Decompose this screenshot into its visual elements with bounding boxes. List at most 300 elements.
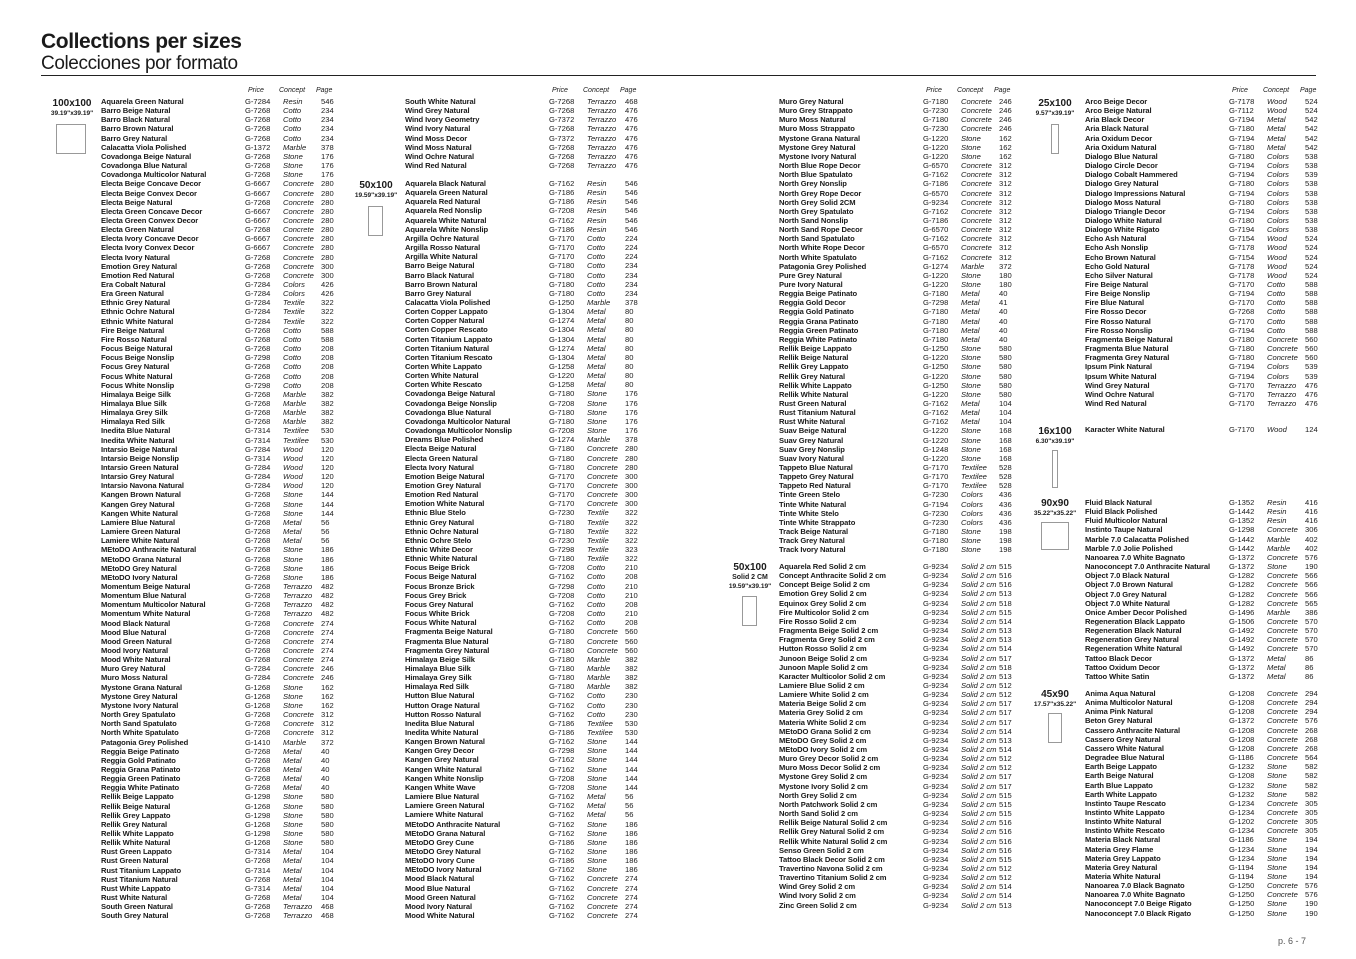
page-ref: 476	[625, 115, 638, 125]
page-ref: 323	[625, 545, 638, 554]
table-row	[101, 811, 341, 820]
product-name: Lamiere Blue Natural	[101, 517, 175, 527]
concept: Concrete	[283, 261, 314, 271]
table-row	[779, 436, 1019, 445]
price-code: G-7268	[245, 746, 271, 756]
price-code: G-7162	[549, 179, 575, 188]
concept: Stone	[961, 362, 981, 372]
table-row	[1085, 362, 1325, 371]
table-row	[101, 856, 341, 865]
price-code: G-1304	[549, 307, 575, 317]
product-name: North Sand Solid 2 cm	[779, 809, 858, 819]
product-name: Muro Grey Natural	[101, 664, 166, 674]
price-code: G-9234	[923, 644, 949, 654]
table-row	[779, 454, 1019, 463]
table-row	[405, 179, 645, 188]
page-ref: 576	[1305, 881, 1318, 891]
page-ref: 280	[625, 462, 638, 472]
product-name: Fire Rosso Decor	[1085, 307, 1147, 317]
product-name: Intarsio Navona Natural	[101, 481, 184, 491]
concept: Wood	[1267, 270, 1287, 280]
page-ref: 180	[999, 280, 1012, 289]
product-name: Inedita Blue Natural	[405, 718, 475, 728]
price-code: G-7162	[549, 572, 575, 582]
table-row	[101, 115, 341, 124]
product-name: South Grey Natural	[101, 911, 169, 921]
table-row	[1085, 207, 1325, 216]
size-swatch-25x100	[1051, 124, 1059, 154]
page-ref: 194	[1305, 835, 1318, 845]
product-name: Rust Green Natural	[779, 398, 847, 408]
table-row	[779, 727, 1019, 736]
product-name: Kangen White Nonslip	[405, 773, 484, 783]
product-name: MEtoDO Anthracite Natural	[405, 819, 501, 829]
table-row	[405, 801, 645, 810]
price-code: G-7180	[1229, 124, 1255, 134]
price-code: G-7268	[245, 719, 271, 729]
price-code: G-7186	[549, 728, 575, 737]
page-ref: 224	[625, 243, 638, 253]
product-name: Kangen Brown Natural	[405, 737, 485, 747]
concept: Metal	[1267, 115, 1286, 125]
page-ref: 186	[625, 819, 638, 829]
table-row	[779, 901, 1019, 910]
page-ref: 234	[625, 270, 638, 280]
page-ref: 190	[1305, 899, 1318, 909]
page-ref: 580	[321, 829, 334, 838]
concept: Concrete	[587, 636, 618, 646]
product-name: Hutton Rosso Natural	[405, 709, 482, 719]
table-row	[1085, 744, 1325, 753]
price-code: G-7194	[1229, 362, 1255, 372]
product-name: Wind Grey Solid 2 cm	[779, 882, 855, 892]
price-code: G-7268	[245, 563, 271, 573]
product-name: Mystone Ivory Natural	[101, 700, 179, 710]
concept: Colors	[1267, 188, 1289, 198]
page-ref: 570	[1305, 635, 1318, 645]
concept: Concrete	[961, 170, 992, 180]
price-code: G-7268	[245, 362, 271, 372]
concept: Metal	[283, 874, 302, 884]
price-code: G-7194	[1229, 161, 1255, 171]
table-row	[1085, 635, 1325, 644]
product-name: Arco Beige Decor	[1085, 97, 1148, 106]
page-ref: 186	[321, 563, 334, 573]
table-row	[1085, 106, 1325, 115]
page-ref: 560	[625, 627, 638, 637]
price-code: G-7284	[245, 316, 271, 326]
page-ref: 208	[321, 362, 334, 372]
table-row	[101, 738, 341, 747]
size-swatch-100x100	[56, 124, 86, 154]
price-code: G-7162	[549, 755, 575, 765]
price-code: G-7372	[549, 115, 575, 125]
product-name: North White Spatulato	[101, 728, 179, 738]
concept: Textilee	[961, 481, 987, 491]
price-code: G-7268	[245, 728, 271, 738]
concept: Solid 2 cm	[961, 571, 997, 581]
page-ref: 294	[1305, 698, 1318, 708]
product-name: Corten White Rescato	[405, 380, 482, 390]
table-row	[779, 124, 1019, 133]
concept: Solid 2 cm	[961, 754, 997, 764]
page-ref: 176	[321, 161, 334, 171]
page-ref: 40	[999, 325, 1008, 335]
concept: Solid 2 cm	[961, 845, 997, 855]
price-code: G-7170	[1229, 389, 1255, 399]
size-label-45x90: 45x90 17.57"x35.22"	[1033, 689, 1077, 708]
product-name: Electa Green Convex Decor	[101, 215, 199, 225]
column-header-3: Price Concept Page	[926, 87, 1011, 94]
price-code: G-7162	[549, 865, 575, 875]
table-row	[405, 783, 645, 792]
price-code: G-9234	[923, 790, 949, 800]
product-name: Tappeto Grey Natural	[779, 472, 854, 482]
product-name: Himalaya Blue Silk	[405, 663, 471, 673]
price-code: G-9234	[923, 662, 949, 672]
table-row	[101, 317, 341, 326]
concept: Metal	[283, 847, 302, 857]
table-row	[405, 344, 645, 353]
page-ref: 542	[1305, 133, 1318, 143]
table-row	[405, 435, 645, 444]
page-ref: 210	[625, 563, 638, 573]
table-row	[779, 754, 1019, 763]
price-code: G-7162	[549, 764, 575, 774]
table-row	[1085, 335, 1325, 344]
price-code: G-7268	[549, 124, 575, 134]
price-code: G-1234	[1229, 826, 1255, 836]
page-ref: 162	[999, 133, 1012, 143]
product-name: Lamiere Blue Natural	[405, 792, 479, 802]
page-ref: 382	[321, 408, 334, 418]
page-ref: 426	[321, 280, 334, 289]
concept: Terrazzo	[283, 591, 313, 601]
product-name: Mood Blue Natural	[101, 627, 167, 637]
table-row	[779, 97, 1019, 106]
table-row	[101, 847, 341, 856]
price-code: G-1298	[245, 810, 271, 820]
product-name: Rellik White Lappato	[101, 829, 174, 838]
product-name: Fragmenta Beige Natural	[1085, 334, 1173, 344]
concept: Solid 2 cm	[961, 873, 997, 883]
page-ref: 80	[625, 343, 634, 353]
product-name: Dialogo Impressions Natural	[1085, 188, 1186, 198]
concept: Stone	[283, 792, 303, 802]
table-row	[1085, 161, 1325, 170]
concept: Stone	[587, 865, 607, 875]
price-code: G-9234	[923, 882, 949, 892]
table-row	[1085, 189, 1325, 198]
concept: Concrete	[283, 664, 314, 674]
concept: Concrete	[283, 646, 314, 655]
product-name: Travertino Titanium Solid 2 cm	[779, 873, 887, 883]
product-name: Wind Moss Natural	[405, 142, 472, 152]
page-ref: 40	[321, 783, 330, 793]
price-code: G-1220	[923, 142, 949, 152]
table-row	[405, 884, 645, 893]
price-code: G-9234	[923, 781, 949, 791]
page-ref: 176	[625, 389, 638, 399]
page-ref: 322	[321, 316, 334, 326]
product-name: Kangen Grey Natural	[405, 755, 479, 765]
product-name: MEtoDO Ivory Natural	[405, 865, 482, 875]
table-row	[101, 536, 341, 545]
product-name: Degradee Blue Natural	[1085, 753, 1165, 763]
table-row	[1085, 672, 1325, 681]
table-row	[1085, 590, 1325, 599]
price-code: G-7162	[549, 874, 575, 884]
table-row	[779, 681, 1019, 690]
column-header-1: Price Concept Page	[248, 87, 333, 94]
concept: Stone	[1267, 780, 1287, 790]
table-row	[405, 902, 645, 911]
table-50x100-solid	[779, 562, 1019, 910]
concept: Metal	[587, 801, 606, 811]
page-ref: 274	[625, 911, 638, 920]
price-code: G-9234	[923, 616, 949, 626]
table-row	[779, 362, 1019, 371]
page-ref: 224	[625, 252, 638, 262]
page-ref: 538	[1305, 188, 1318, 198]
product-name: Rellik Grey Natural	[779, 371, 846, 381]
product-name: Electa Beige Convex Decor	[101, 188, 197, 198]
table-row	[101, 390, 341, 399]
product-name: Mystone Ivory Natural	[779, 151, 857, 161]
page-ref: 104	[999, 417, 1012, 427]
page-ref: 576	[1305, 890, 1318, 900]
page-ref: 580	[999, 344, 1012, 354]
concept: Solid 2 cm	[961, 854, 997, 864]
concept: Stone	[283, 700, 303, 710]
product-name: Muro Moss Natural	[101, 673, 168, 683]
page-ref: 580	[999, 371, 1012, 381]
product-name: Kangen Brown Natural	[101, 490, 181, 500]
price-code: G-7268	[245, 334, 271, 344]
price-code: G-7268	[245, 655, 271, 665]
concept: Resin	[283, 97, 303, 106]
product-name: Nanoarea 7.0 White Bagnato	[1085, 890, 1185, 900]
product-name: Instinto Taupe Natural	[1085, 525, 1163, 535]
table-50x100-cont	[779, 97, 1019, 555]
table-row	[101, 792, 341, 801]
product-name: Echo Silver Natural	[1085, 270, 1153, 280]
concept: Concrete	[587, 627, 618, 637]
product-name: Patagonia Grey Polished	[101, 737, 189, 747]
table-row	[101, 97, 341, 106]
price-code: G-9234	[923, 580, 949, 590]
table-row	[1085, 899, 1325, 908]
concept: Concrete	[961, 188, 992, 198]
table-row	[779, 170, 1019, 179]
table-row	[1085, 689, 1325, 698]
price-code: G-1442	[1229, 543, 1255, 553]
page-ref: 582	[1305, 789, 1318, 799]
product-name: Barro Grey Natural	[101, 133, 168, 143]
page-ref: 513	[999, 735, 1012, 745]
price-code: G-1268	[245, 682, 271, 692]
product-name: Rellik Beige Natural	[101, 801, 171, 811]
concept: Concrete	[1267, 689, 1298, 698]
concept: Concrete	[961, 179, 992, 189]
product-name: Focus Grey Natural	[405, 599, 474, 609]
price-code: G-7268	[245, 371, 271, 381]
price-code: G-1250	[923, 362, 949, 372]
price-code: G-9234	[923, 818, 949, 828]
product-name: Calacatta Viola Polished	[405, 297, 491, 307]
product-name: Materia White Solid 2 cm	[779, 717, 867, 727]
product-name: Suav Grey Natural	[779, 435, 844, 445]
product-name: Tinte White Stelo	[779, 508, 839, 518]
product-name: Emotion Grey Natural	[405, 480, 482, 490]
table-row	[1085, 134, 1325, 143]
page-ref: 280	[625, 444, 638, 454]
table-row	[779, 207, 1019, 216]
price-code: G-7268	[245, 398, 271, 408]
page-ref: 194	[1305, 844, 1318, 854]
page-ref: 300	[625, 490, 638, 500]
page-ref: 234	[321, 115, 334, 125]
table-row	[779, 509, 1019, 518]
product-name: Emotion Grey Solid 2 cm	[779, 589, 867, 599]
page-ref: 234	[625, 261, 638, 271]
product-name: Corten White Natural	[405, 371, 479, 381]
price-code: G-7268	[245, 389, 271, 399]
concept: Resin	[587, 215, 607, 225]
price-code: G-7162	[549, 599, 575, 609]
page-ref: 512	[999, 680, 1012, 690]
concept: Stone	[587, 773, 607, 783]
price-code: G-7268	[549, 106, 575, 116]
product-name: Inedita Blue Natural	[101, 426, 171, 436]
price-code: G-6570	[923, 161, 949, 171]
table-row	[405, 637, 645, 646]
concept: Stone	[961, 453, 981, 463]
product-name: Hutton Rosso Solid 2 cm	[779, 644, 867, 654]
page-ref: 538	[1305, 151, 1318, 161]
concept: Concrete	[961, 124, 992, 134]
concept: Resin	[1267, 516, 1287, 526]
product-name: Intarsio Beige Natural	[101, 444, 178, 454]
page-ref: 580	[999, 389, 1012, 399]
concept: Concrete	[961, 97, 992, 106]
product-name: South Green Natural	[101, 902, 173, 912]
page-ref: 517	[999, 699, 1012, 709]
product-name: MEtoDO Grey Solid 2 cm	[779, 735, 867, 745]
table-row	[405, 115, 645, 124]
page-ref: 382	[625, 682, 638, 692]
page-ref: 372	[321, 737, 334, 747]
concept: Metal	[283, 883, 302, 893]
page-ref: 280	[321, 197, 334, 207]
product-name: Nanoconcept 7.0 Beige Rigato	[1085, 899, 1192, 909]
product-name: Tappeto Blue Natural	[779, 463, 853, 472]
price-code: G-1492	[1229, 644, 1255, 654]
table-row	[779, 855, 1019, 864]
page-ref: 194	[1305, 872, 1318, 881]
table-row	[405, 335, 645, 344]
table-row	[1085, 626, 1325, 635]
concept: Concrete	[1267, 616, 1298, 626]
product-name: Fire Rosso Nonslip	[1085, 325, 1153, 335]
page-ref: 312	[999, 243, 1012, 253]
size-label-100x100: 100x100 39.19"x39.19"	[50, 98, 94, 117]
table-row	[779, 445, 1019, 454]
page-ref: 186	[625, 837, 638, 847]
product-name: Concept Beige Solid 2 cm	[779, 580, 870, 590]
concept: Stone	[1267, 835, 1287, 845]
price-code: G-7180	[1229, 142, 1255, 152]
price-code: G-1220	[923, 151, 949, 161]
concept: Stone	[961, 389, 981, 399]
page-ref: 40	[999, 307, 1008, 317]
table-50x100	[405, 179, 645, 920]
product-name: Electa Ivory Concave Decor	[101, 234, 199, 244]
page-ref: 524	[1305, 261, 1318, 271]
table-row	[405, 490, 645, 499]
page-ref: 580	[321, 819, 334, 829]
product-name: Ethnic Ochre Natural	[101, 307, 175, 317]
page-ref: 570	[1305, 644, 1318, 654]
table-row	[405, 481, 645, 490]
price-code: G-7268	[245, 408, 271, 418]
concept: Colors	[283, 289, 305, 299]
page-ref: 168	[999, 453, 1012, 463]
page-ref: 524	[1305, 243, 1318, 253]
table-row	[405, 280, 645, 289]
table-16x100	[1085, 425, 1325, 434]
price-code: G-7170	[549, 490, 575, 500]
page-ref: 186	[625, 828, 638, 838]
price-code: G-7268	[245, 609, 271, 619]
price-code: G-1372	[1229, 671, 1255, 681]
table-row	[779, 500, 1019, 509]
page-ref: 234	[321, 133, 334, 143]
concept: Metal	[283, 783, 302, 793]
concept: Concrete	[587, 471, 618, 481]
concept: Solid 2 cm	[961, 836, 997, 846]
page-ref: 104	[321, 856, 334, 866]
product-name: Materia Grey Solid 2 cm	[779, 708, 863, 718]
table-row	[1085, 808, 1325, 817]
price-code: G-9234	[923, 836, 949, 846]
concept: Concrete	[1267, 644, 1298, 654]
price-code: G-7268	[245, 133, 271, 143]
concept: Concrete	[961, 215, 992, 225]
table-row	[101, 500, 341, 509]
concept: Colors	[1267, 179, 1289, 189]
product-name: Focus Beige Natural	[101, 344, 173, 354]
table-row	[101, 353, 341, 362]
page-ref: 564	[1305, 753, 1318, 763]
page-ref: 524	[1305, 106, 1318, 116]
price-code: G-7162	[923, 417, 949, 427]
table-row	[101, 170, 341, 179]
product-name: Dialogo Cobalt Hammered	[1085, 170, 1178, 180]
page-ref: 524	[1305, 252, 1318, 262]
concept: Concrete	[961, 252, 992, 262]
concept: Textile	[587, 526, 609, 536]
table-row	[779, 837, 1019, 846]
price-code: G-7268	[245, 161, 271, 171]
table-row	[1085, 152, 1325, 161]
concept: Concrete	[283, 179, 314, 189]
product-name: Kangen White Natural	[405, 764, 482, 774]
product-name: Covadonga Blue Natural	[405, 407, 491, 417]
table-row	[1085, 654, 1325, 663]
product-name: North White Spatulato	[779, 252, 857, 262]
concept: Wood	[1267, 97, 1287, 106]
